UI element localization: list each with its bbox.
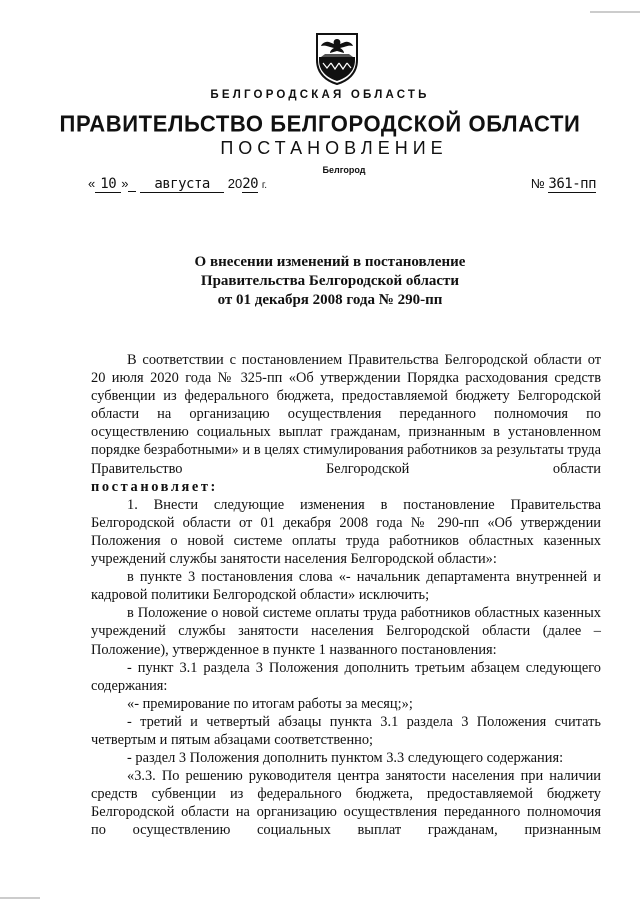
intro-paragraph: В соответствии с постановлением Правительства Белгородской области от 20 июля 2020 года № 325-пп «Об утверждении Порядка расходования средств субвенции из федерального бюджета, предоставляемой бюджету Белгородской области на организацию осуществления переданного полномочия по осуществлению социальных выплат гражданам, признанным в установленном порядке безработными» и в целях стимулирования работников за результаты труда Правительство Белгородской области (91, 352, 601, 477)
resolves-word: постановляет: (91, 478, 218, 495)
date-open-quote: « (88, 176, 96, 191)
date-month: августа (140, 176, 224, 193)
title-line-1: О внесении изменений в постановление (194, 254, 466, 270)
title-line-2: Правительства Белгородской области (200, 273, 460, 289)
city-name: Белгород (322, 165, 366, 175)
number-value: 361-пп (548, 176, 596, 192)
item-1: 1. Внести следующие изменения в постановление Правительства Белгородской области от 01 декабря 2008 года № 290-пп «Об утверждении Положения о новой системе оплаты труда работников областных казенных учреждений службы занятости населения Белгородской области»: (91, 496, 601, 568)
date-year-suffix: 20 (242, 176, 259, 192)
title-line-3: от 01 декабря 2008 года № 290-пп (217, 292, 443, 308)
date-day: 10 (95, 176, 121, 193)
item-1a: в пункте 3 постановления слова «- начальник департамента внутренней и кадровой политики Белгородской области» исключить; (91, 569, 601, 604)
number-prefix: № (530, 176, 545, 191)
government-name: ПРАВИТЕЛЬСТВО БЕЛГОРОДСКОЙ ОБЛАСТИ (59, 110, 581, 137)
sub-item-3-quote: «3.3. По решению руководителя центра занятости населения при наличии средств субвенции из федерального бюджета, предоставляемой бюджету Белгородской области на организацию осуществления переданного полномочия по осуществлению социальных выплат гражданам, признанным (91, 768, 601, 839)
date-year-mark: г. (261, 180, 268, 191)
document-type: ПОСТАНОВЛЕНИЕ (220, 138, 448, 158)
sub-item-1: - пункт 3.1 раздела 3 Положения дополнить третьим абзацем следующего содержания: (91, 659, 601, 694)
date-year-prefix: 20 (227, 176, 243, 191)
item-1b: в Положение о новой системе оплаты труда работников областных казенных учреждений службы занятости населения Белгородской области (далее – Положение), утвержденное в пункте 1 названного постановления: (91, 605, 601, 658)
sub-item-1-quote: «- премирование по итогам работы за месяц;»; (127, 695, 413, 712)
sub-item-3: - раздел 3 Положения дополнить пунктом 3.3 следующего содержания: (127, 750, 564, 767)
region-name: БЕЛГОРОДСКАЯ ОБЛАСТЬ (210, 89, 430, 101)
sub-item-2: - третий и четвертый абзацы пункта 3.1 раздела 3 Положения считать четвертым и пятым абзацами соответственно; (91, 713, 601, 748)
date-close-quote: » (121, 176, 129, 191)
